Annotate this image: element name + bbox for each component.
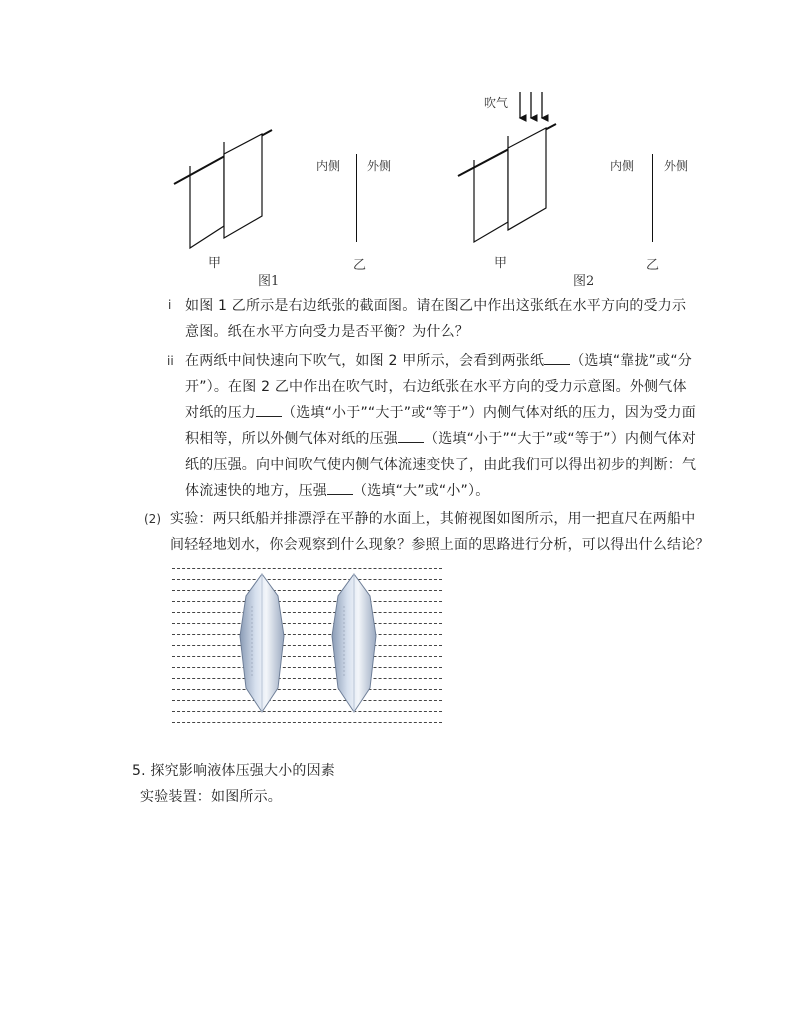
question-ii-line-6b: （选填“大”或“小”）。 xyxy=(353,483,490,499)
question-ii-line-3a: 对纸的压力 xyxy=(185,405,256,421)
section-5-subtitle: 实验装置：如图所示。 xyxy=(140,789,282,805)
paper-boat-right xyxy=(332,574,376,712)
question-ii-line-4b: （选填“小于”“大于”或“等于”）内侧气体对 xyxy=(424,431,696,447)
question-ii-line-5: 纸的压强。向中间吹气使内侧气体流速变快了，由此我们可以得出初步的判断：气 xyxy=(185,457,697,473)
paper-boats-figure xyxy=(172,566,444,726)
figure-2-inner-label: 内侧 xyxy=(610,159,635,173)
question-i-line-2: 意图。纸在水平方向受力是否平衡？为什么？ xyxy=(185,324,469,340)
question-2-line-1: 实验：两只纸船并排漂浮在平静的水面上，其俯视图如图所示，用一把直尺在两船中 xyxy=(170,511,696,527)
section-5 xyxy=(132,758,335,810)
figure-2-paper-section-line xyxy=(652,154,653,242)
paper-boats-drawing xyxy=(172,566,444,726)
question-i-line-1: 如图 1 乙所示是右边纸张的截面图。请在图乙中作出这张纸在水平方向的受力示 xyxy=(185,298,687,314)
answer-blank-3[interactable] xyxy=(398,428,424,443)
question-ii-line-1a: 在两纸中间快速向下吹气，如图 2 甲所示，会看到两张纸 xyxy=(185,353,545,369)
figure-1-inner-label: 内侧 xyxy=(316,159,341,173)
figure-1-label-jia: 甲 xyxy=(208,256,222,271)
paper-boat-left xyxy=(240,574,284,712)
figure-1-label-yi: 乙 xyxy=(353,258,367,273)
figure-1-caption: 图1 xyxy=(258,274,280,289)
question-ii-line-1b: （选填“靠拢”或“分 xyxy=(570,353,692,369)
question-ii-line-3b: （选填“小于”“大于”或“等于”）内侧气体对纸的压力，因为受力面 xyxy=(282,405,696,421)
figure-2-label-jia: 甲 xyxy=(494,256,508,271)
question-ii-line-4a: 积相等，所以外侧气体对纸的压强 xyxy=(185,431,398,447)
question-ii-line-6a: 体流速快的地方，压强 xyxy=(185,483,327,499)
figure-2-papers-drawing xyxy=(450,118,570,246)
question-2-line-2: 间轻轻地划水，你会观察到什么现象？参照上面的思路进行分析，可以得出什么结论？ xyxy=(170,537,710,553)
question-i-text xyxy=(185,293,686,345)
section-5-title: 5. 探究影响液体压强大小的因素 xyxy=(132,763,336,779)
figure-1-paper-section-line xyxy=(356,154,357,242)
question-ii-marker: ii xyxy=(167,354,174,368)
question-i-marker: i xyxy=(168,298,172,312)
question-ii-text xyxy=(185,348,696,504)
figure-1-papers-drawing xyxy=(160,120,280,260)
figure-2-blow-label: 吹气 xyxy=(484,96,509,110)
figure-2-label-yi: 乙 xyxy=(646,258,660,273)
answer-blank-1[interactable] xyxy=(544,350,570,365)
question-2-text xyxy=(170,506,710,558)
figure-1-outer-label: 外侧 xyxy=(367,159,392,173)
answer-blank-2[interactable] xyxy=(256,402,282,417)
question-ii-line-2: 开”）。在图 2 乙中作出在吹气时，右边纸张在水平方向的受力示意图。外侧气体 xyxy=(185,379,687,395)
answer-blank-4[interactable] xyxy=(327,480,353,495)
figure-2-outer-label: 外侧 xyxy=(664,159,689,173)
figure-2-caption: 图2 xyxy=(573,274,595,289)
question-2-marker: (2) xyxy=(144,512,161,526)
